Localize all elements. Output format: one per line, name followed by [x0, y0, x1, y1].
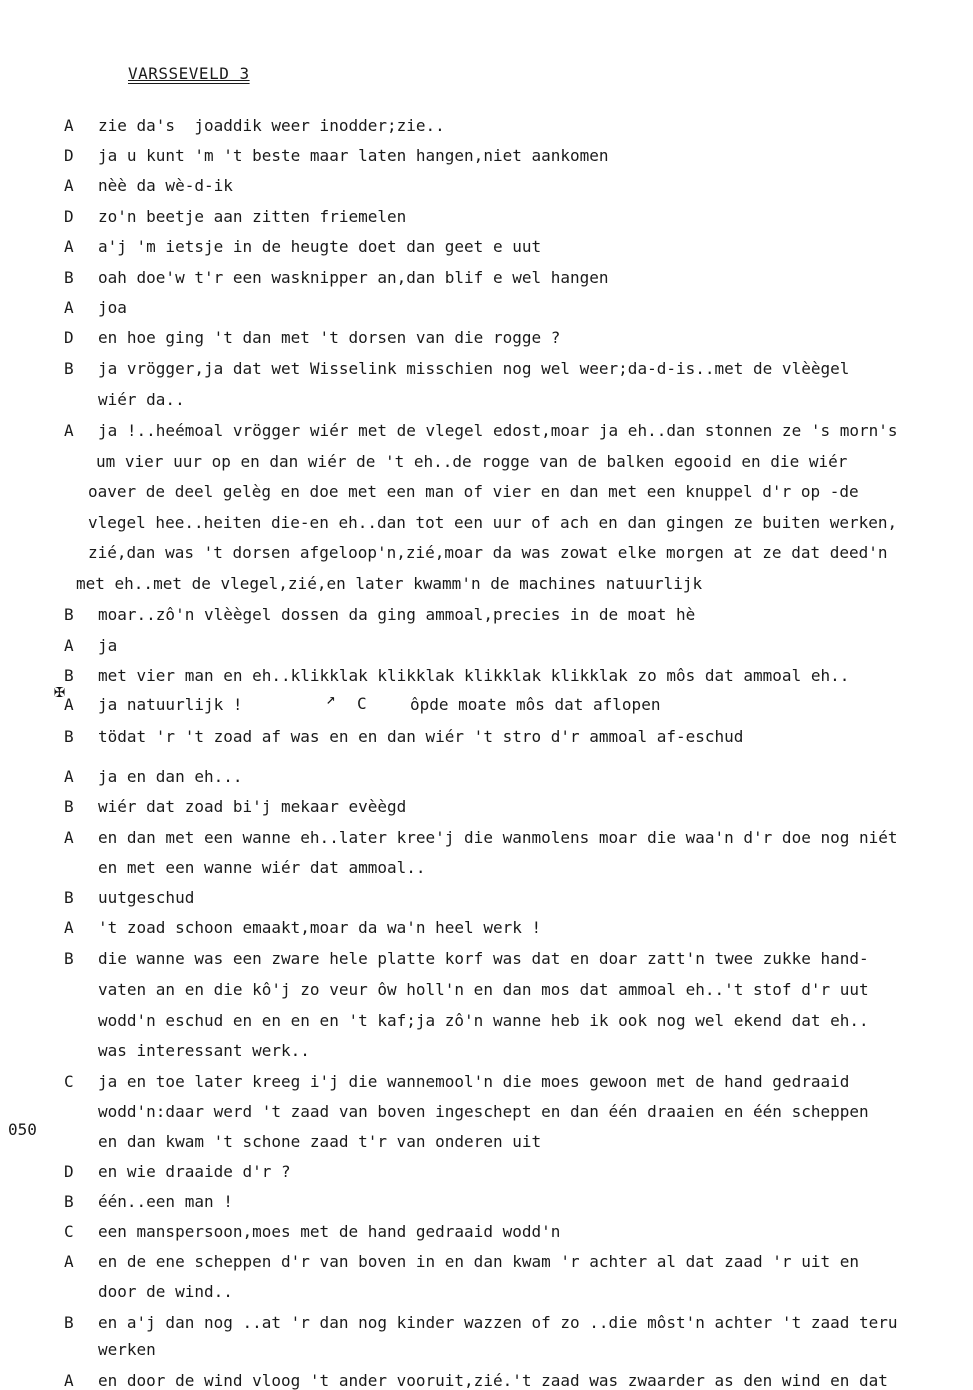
transcript-line: ja u kunt 'm 't beste maar laten hangen,niet aankomen: [98, 146, 609, 165]
speaker-label: A: [64, 116, 74, 135]
speaker-label: B: [64, 888, 74, 907]
inline-speaker-marker: C: [357, 694, 367, 713]
transcript-line: nèè da wè-d-ik: [98, 176, 233, 195]
transcript-line: joa: [98, 298, 127, 317]
speaker-label: C: [64, 1222, 74, 1241]
transcript-line: en dan kwam 't schone zaad t'r van onderen uit: [98, 1132, 542, 1151]
transcript-line: ja en toe later kreeg i'j die wannemool'n die moes gewoon met de hand gedraaid: [98, 1072, 850, 1091]
transcript-line: ôpde moate môs dat aflopen: [410, 695, 661, 714]
speaker-label: B: [64, 797, 74, 816]
page-title: VARSSEVELD 3: [128, 64, 250, 83]
speaker-label: A: [64, 1371, 74, 1390]
speaker-label: B: [64, 605, 74, 624]
transcript-line: wodd'n eschud en en en en 't kaf;ja zô'n wanne heb ik ook nog wel ekend dat eh..: [98, 1011, 869, 1030]
transcript-line: met eh..met de vlegel,zié,en later kwamm'n de machines natuurlijk: [76, 574, 703, 593]
speaker-label: B: [64, 268, 74, 287]
transcript-line: vlegel hee..heiten die-en eh..dan tot een uur of ach en dan gingen ze buiten werken,: [88, 513, 898, 532]
transcript-line: en wie draaide d'r ?: [98, 1162, 291, 1181]
speaker-label: A: [64, 1252, 74, 1271]
transcript-line: ja natuurlijk !: [98, 695, 243, 714]
transcript-line: wodd'n:daar werd 't zaad van boven ingeschept en dan één draaien en één scheppen: [98, 1102, 869, 1121]
speaker-label: A: [64, 237, 74, 256]
speaker-label: B: [64, 359, 74, 378]
transcript-line: en door de wind vloog 't ander vooruit,zié.'t zaad was zwaarder as den wind en dat: [98, 1371, 888, 1390]
transcript-line: oah doe'w t'r een wasknipper an,dan blif e wel hangen: [98, 268, 609, 287]
speaker-label: A: [64, 421, 74, 440]
transcript-line: uutgeschud: [98, 888, 195, 907]
transcript-line: zo'n beetje aan zitten friemelen: [98, 207, 407, 226]
transcript-line: door de wind..: [98, 1282, 233, 1301]
transcript-line: met vier man en eh..klikklak klikklak klikklak klikklak zo môs dat ammoal eh..: [98, 666, 850, 685]
transcript-line: zié,dan was 't dorsen afgeloop'n,zié,moar da was zowat elke morgen at ze dat deed'n: [88, 543, 888, 562]
transcript-line: ja: [98, 636, 118, 655]
transcript-line: ja !..heémoal vrögger wiér met de vlegel edost,moar ja eh..dan stonnen ze 's morn's: [98, 421, 898, 440]
transcript-line: um vier uur op en dan wiér de 't eh..de rogge van de balken egooid en die wiér: [96, 452, 848, 471]
transcript-line: die wanne was een zware hele platte korf was dat en doar zatt'n twee zukke hand-: [98, 949, 869, 968]
transcript-line: was interessant werk..: [98, 1041, 310, 1060]
speaker-label: A: [64, 636, 74, 655]
handwritten-tick-mark: ↗: [326, 689, 336, 708]
handwritten-arrow-mark: ✠: [54, 681, 65, 702]
margin-number: 050: [8, 1120, 37, 1139]
transcript-line: 't zoad schoon emaakt,moar da wa'n heel werk !: [98, 918, 542, 937]
transcript-line: ja en dan eh...: [98, 767, 243, 786]
transcript-line: tödat 'r 't zoad af was en en dan wiér 't stro d'r ammoal af-eschud: [98, 727, 744, 746]
transcript-line: een manspersoon,moes met de hand gedraaid wodd'n: [98, 1222, 561, 1241]
speaker-label: A: [64, 918, 74, 937]
speaker-label: D: [64, 328, 74, 347]
speaker-label: D: [64, 1162, 74, 1181]
transcript-line: ja vrögger,ja dat wet Wisselink misschien nog wel weer;da-d-is..met de vlèègel: [98, 359, 850, 378]
transcript-line: wiér da..: [98, 390, 185, 409]
transcript-line: moar..zô'n vlèègel dossen da ging ammoal,precies in de moat hè: [98, 605, 696, 624]
transcript-line: oaver de deel gelèg en doe met een man of vier en dan met een knuppel d'r op -de: [88, 482, 859, 501]
speaker-label: B: [64, 1192, 74, 1211]
speaker-label: A: [64, 695, 74, 714]
transcript-line: en a'j dan nog ..at 'r dan nog kinder wazzen of zo ..die môst'n achter 't zaad teru: [98, 1313, 898, 1332]
transcript-line: werken: [98, 1340, 156, 1359]
transcript-line: en dan met een wanne eh..later kree'j die wanmolens moar die waa'n d'r doe nog niét: [98, 828, 898, 847]
transcript-line: wiér dat zoad bi'j mekaar evèègd: [98, 797, 407, 816]
transcript-line: a'j 'm ietsje in de heugte doet dan geet e uut: [98, 237, 542, 256]
speaker-label: B: [64, 1313, 74, 1332]
speaker-label: A: [64, 298, 74, 317]
transcript-line: en de ene scheppen d'r van boven in en dan kwam 'r achter al dat zaad 'r uit en: [98, 1252, 859, 1271]
speaker-label: B: [64, 727, 74, 746]
speaker-label: B: [64, 666, 74, 685]
transcript-line: en met een wanne wiér dat ammoal..: [98, 858, 426, 877]
speaker-label: A: [64, 176, 74, 195]
speaker-label: C: [64, 1072, 74, 1091]
transcript-line: zie da's joaddik weer inodder;zie..: [98, 116, 445, 135]
speaker-label: B: [64, 949, 74, 968]
speaker-label: A: [64, 828, 74, 847]
transcript-line: één..een man !: [98, 1192, 233, 1211]
speaker-label: D: [64, 146, 74, 165]
transcript-line: vaten an en die kô'j zo veur ôw holl'n en dan mos dat ammoal eh..'t stof d'r uut: [98, 980, 869, 999]
speaker-label: A: [64, 767, 74, 786]
transcript-line: en hoe ging 't dan met 't dorsen van die rogge ?: [98, 328, 561, 347]
speaker-label: D: [64, 207, 74, 226]
